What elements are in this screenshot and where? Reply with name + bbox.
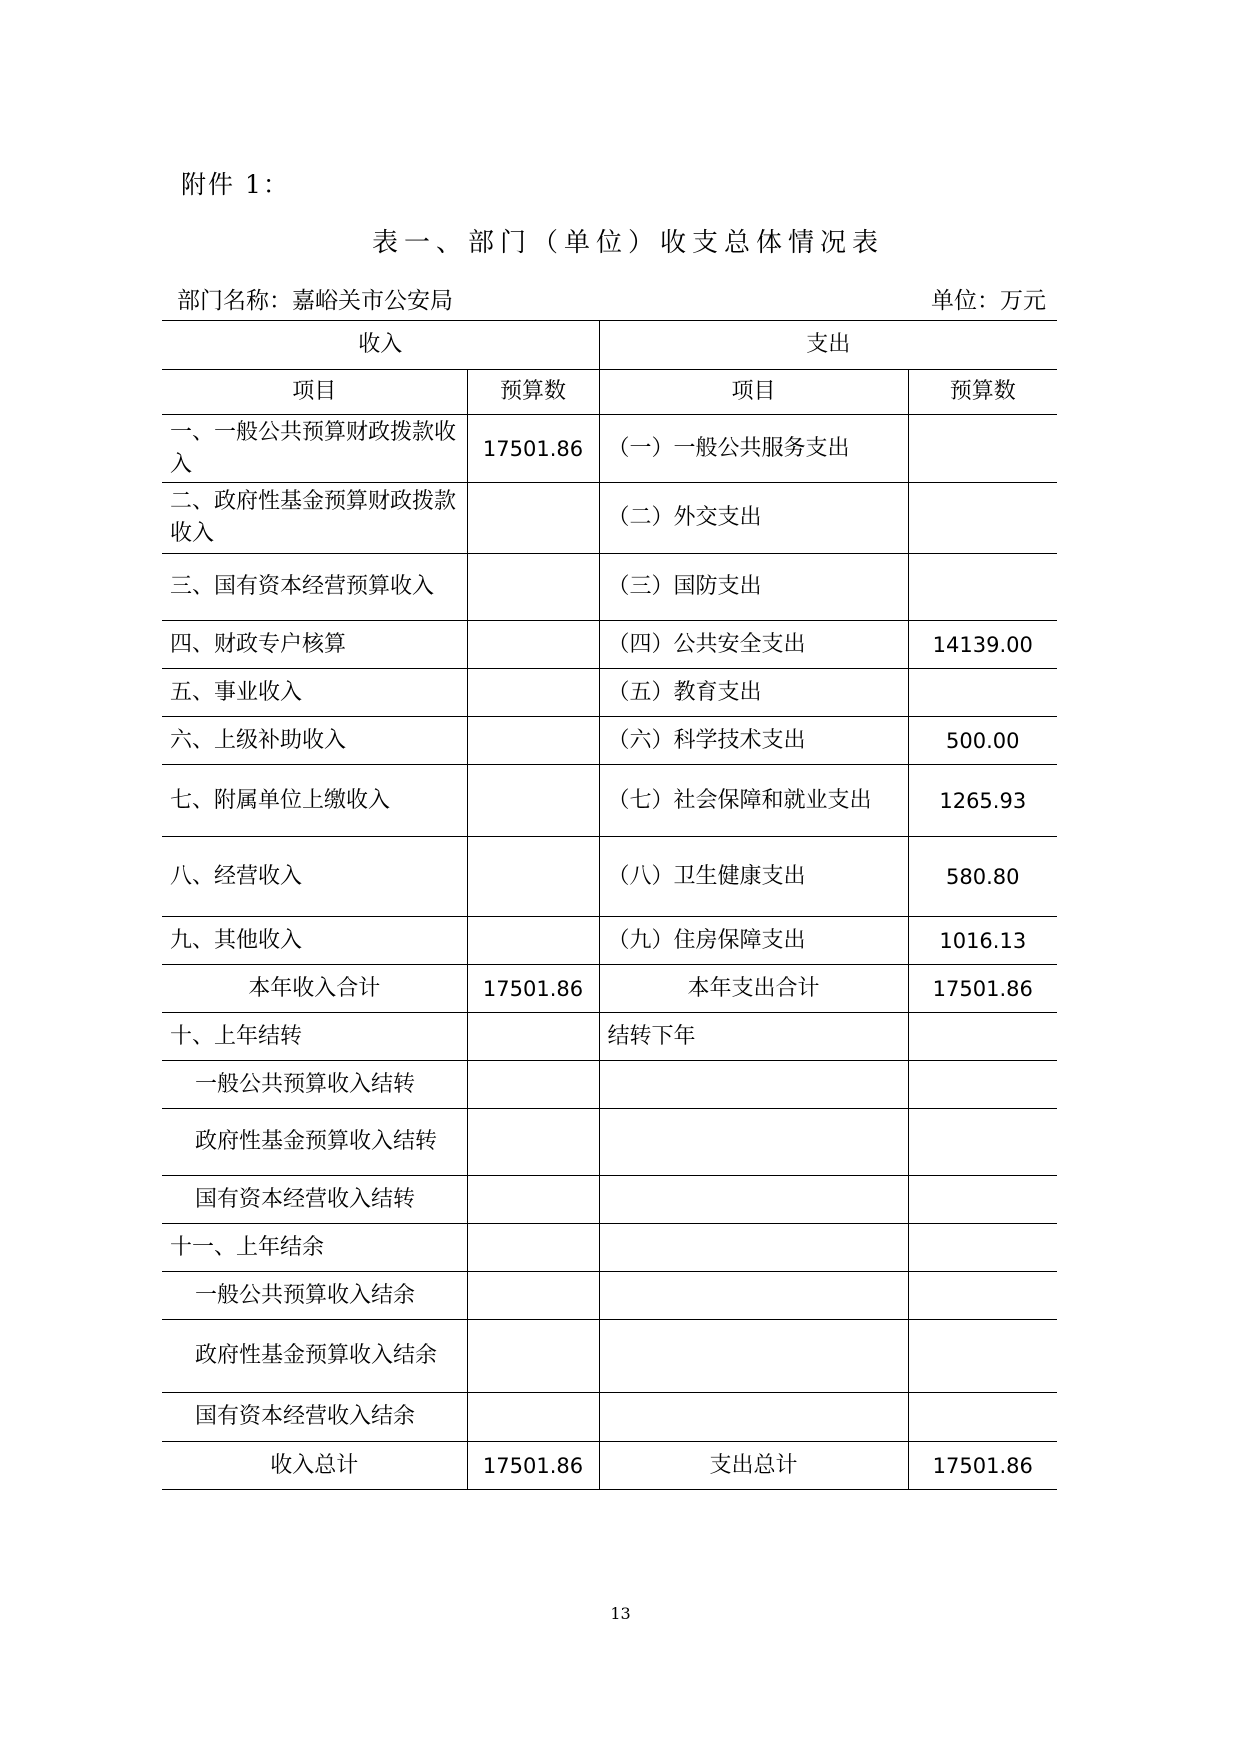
income-subtotal-label: 本年收入合计 (162, 965, 467, 1013)
expense-item-header: 项目 (599, 370, 908, 415)
budget-table (162, 320, 1057, 1490)
expense-item (599, 1320, 908, 1393)
expense-item (599, 1109, 908, 1176)
expense-total-value: 17501.86 (908, 1442, 1057, 1490)
expense-item: （一）一般公共服务支出 (599, 415, 908, 483)
income-value (467, 917, 599, 965)
expense-item (599, 1176, 908, 1224)
income-item: 国有资本经营收入结转 (162, 1176, 467, 1224)
expense-value (908, 1224, 1057, 1272)
expense-item (599, 1272, 908, 1320)
table-row (162, 415, 1057, 483)
header-row-sections (162, 321, 1057, 370)
income-header: 收入 (162, 321, 599, 370)
expense-value: 14139.00 (908, 621, 1057, 669)
attachment-label: 附件 1： (181, 170, 290, 199)
expense-subtotal-value: 17501.86 (908, 965, 1057, 1013)
expense-item: （五）教育支出 (599, 669, 908, 717)
income-item: 政府性基金预算收入结转 (162, 1109, 467, 1176)
table-row (162, 837, 1057, 917)
table-row (162, 1061, 1057, 1109)
income-item: 十一、上年结余 (162, 1224, 467, 1272)
income-value (467, 1393, 599, 1442)
expense-value (908, 415, 1057, 483)
income-value (467, 1224, 599, 1272)
expense-value (908, 1272, 1057, 1320)
expense-item: （六）科学技术支出 (599, 717, 908, 765)
income-item: 十、上年结转 (162, 1013, 467, 1061)
income-total-value: 17501.86 (467, 1442, 599, 1490)
income-value: 17501.86 (467, 415, 599, 483)
department-name: 部门名称：嘉峪关市公安局 (177, 288, 453, 314)
income-value (467, 483, 599, 554)
table-row (162, 717, 1057, 765)
income-value (467, 1320, 599, 1393)
expense-item: 结转下年 (599, 1013, 908, 1061)
table-row (162, 1109, 1057, 1176)
income-value (467, 621, 599, 669)
table-row (162, 1320, 1057, 1393)
income-item: 二、政府性基金预算财政拨款收入 (162, 483, 467, 554)
expense-value (908, 554, 1057, 621)
income-item: 一、一般公共预算财政拨款收入 (162, 415, 467, 483)
expense-item: （三）国防支出 (599, 554, 908, 621)
expense-item (599, 1061, 908, 1109)
expense-value (908, 1013, 1057, 1061)
expense-budget-header: 预算数 (908, 370, 1057, 415)
expense-header: 支出 (599, 321, 1057, 370)
income-subtotal-value: 17501.86 (467, 965, 599, 1013)
income-total-label: 收入总计 (162, 1442, 467, 1490)
income-item: 五、事业收入 (162, 669, 467, 717)
expense-item (599, 1393, 908, 1442)
expense-item: （七）社会保障和就业支出 (599, 765, 908, 837)
expense-value: 580.80 (908, 837, 1057, 917)
income-value (467, 1272, 599, 1320)
table-row (162, 554, 1057, 621)
expense-value (908, 1320, 1057, 1393)
table-title: 表一、部门（单位）收支总体情况表 (371, 228, 884, 258)
table-row (162, 1393, 1057, 1442)
table-row (162, 1013, 1057, 1061)
expense-value (908, 1176, 1057, 1224)
header-row-columns (162, 370, 1057, 415)
income-value (467, 1176, 599, 1224)
expense-value: 1016.13 (908, 917, 1057, 965)
income-item: 三、国有资本经营预算收入 (162, 554, 467, 621)
expense-value (908, 483, 1057, 554)
expense-value (908, 1061, 1057, 1109)
income-value (467, 717, 599, 765)
income-item: 政府性基金预算收入结余 (162, 1320, 467, 1393)
expense-value (908, 1109, 1057, 1176)
income-budget-header: 预算数 (467, 370, 599, 415)
income-value (467, 1109, 599, 1176)
table-row (162, 669, 1057, 717)
expense-item: （九）住房保障支出 (599, 917, 908, 965)
expense-item (599, 1224, 908, 1272)
income-item: 一般公共预算收入结转 (162, 1061, 467, 1109)
income-item: 国有资本经营收入结余 (162, 1393, 467, 1442)
table-row (162, 917, 1057, 965)
table-row (162, 483, 1057, 554)
table-row (162, 765, 1057, 837)
total-row (162, 1442, 1057, 1490)
expense-value: 1265.93 (908, 765, 1057, 837)
expense-value (908, 1393, 1057, 1442)
income-item: 九、其他收入 (162, 917, 467, 965)
income-value (467, 554, 599, 621)
expense-subtotal-label: 本年支出合计 (599, 965, 908, 1013)
income-item: 四、财政专户核算 (162, 621, 467, 669)
expense-value (908, 669, 1057, 717)
table-row (162, 1224, 1057, 1272)
income-item: 七、附属单位上缴收入 (162, 765, 467, 837)
income-value (467, 669, 599, 717)
table-row (162, 1176, 1057, 1224)
expense-item: （四）公共安全支出 (599, 621, 908, 669)
unit-label: 单位：万元 (931, 288, 1046, 314)
table-row (162, 621, 1057, 669)
income-value (467, 1013, 599, 1061)
income-item: 一般公共预算收入结余 (162, 1272, 467, 1320)
income-value (467, 837, 599, 917)
income-item-header: 项目 (162, 370, 467, 415)
expense-item: （二）外交支出 (599, 483, 908, 554)
income-item: 八、经营收入 (162, 837, 467, 917)
expense-value: 500.00 (908, 717, 1057, 765)
expense-total-label: 支出总计 (599, 1442, 908, 1490)
table-row (162, 1272, 1057, 1320)
income-value (467, 1061, 599, 1109)
income-item: 六、上级补助收入 (162, 717, 467, 765)
subtotal-row (162, 965, 1057, 1013)
page-number: 13 (610, 1604, 631, 1623)
expense-item: （八）卫生健康支出 (599, 837, 908, 917)
income-value (467, 765, 599, 837)
